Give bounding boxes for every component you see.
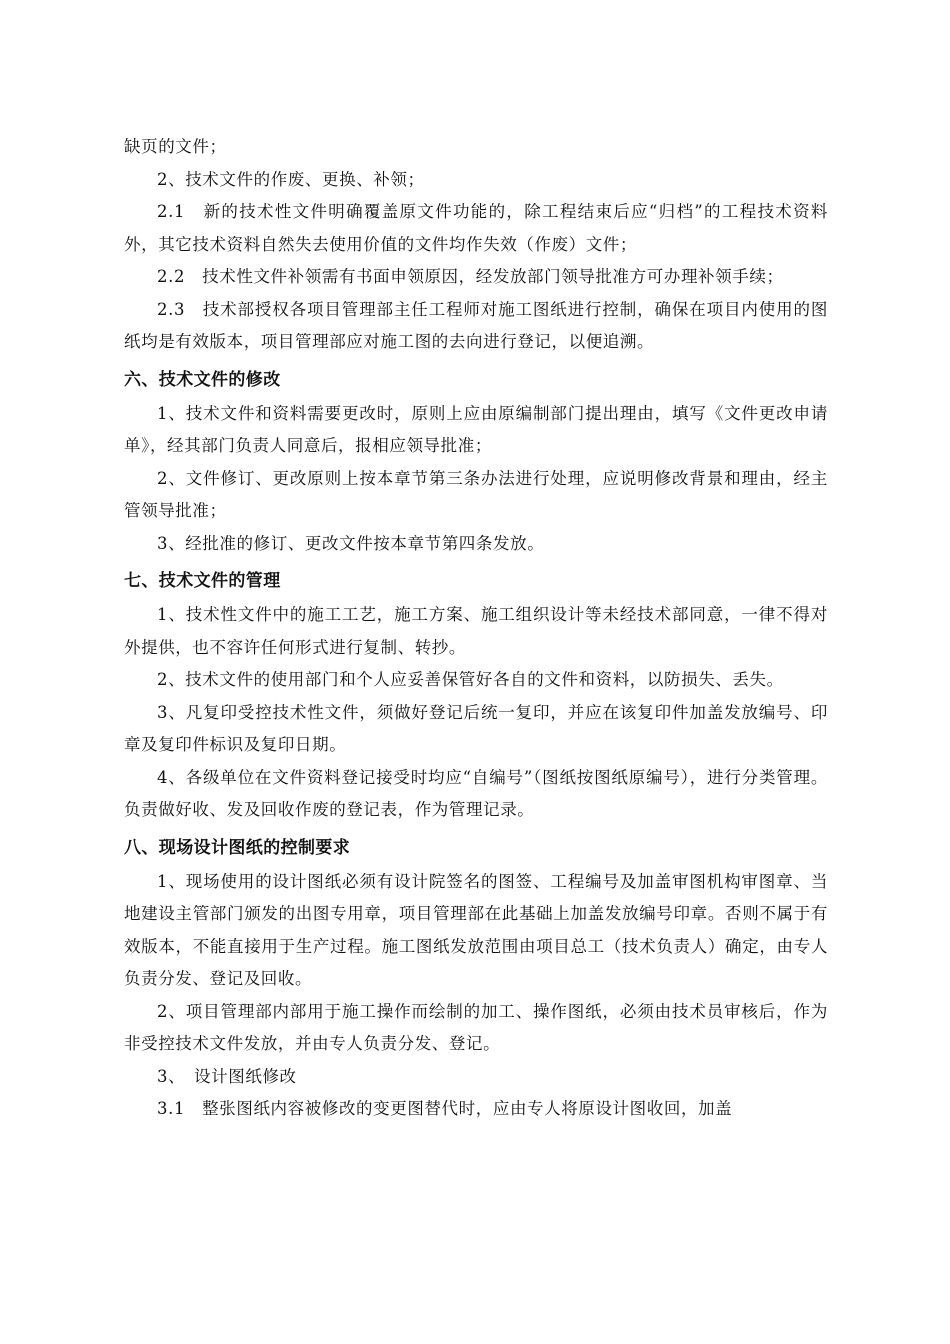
document-body [124, 131, 828, 1126]
paragraph-item-2: 2、技术文件的作废、更换、补领； [157, 169, 425, 189]
paragraph-7-1: 1、技术性文件中的施工工艺，施工方案、施工组织设计等未经技术部同意，一律不得对外提供，也不容许任何形式进行复制、转抄。 [124, 605, 828, 657]
paragraph-6-1: 1、技术文件和资料需要更改时，原则上应由原编制部门提出理由，填写《文件更改申请单》，经其部门负责人同意后，报相应领导批准； [124, 403, 828, 455]
paragraph-6-2: 2、文件修订、更改原则上按本章节第三条办法进行处理，应说明修改背景和理由，经主管领导批准； [124, 468, 828, 520]
paragraph-8-3-1: 3.1 整张图纸内容被修改的变更图替代时，应由专人将原设计图收回，加盖 [157, 1099, 733, 1118]
paragraph-6-3: 3、经批准的修订、更改文件按本章节第四条发放。 [157, 533, 545, 553]
paragraph-8-2: 2、项目管理部内部用于施工操作而绘制的加工、操作图纸，必须由技术员审核后，作为非受控技术文件发放，并由专人负责分发、登记。 [124, 1001, 828, 1053]
paragraph-item-2-1: 2.1 新的技术性文件明确覆盖原文件功能的，除工程结束后应“归档”的工程技术资料外，其它技术资料自然失去使用价值的文件均作失效（作废）文件； [124, 202, 828, 254]
paragraph-missing-pages: 缺页的文件； [124, 137, 227, 156]
section-heading-8: 八、现场设计图纸的控制要求 [124, 837, 351, 858]
paragraph-8-3: 3、 设计图纸修改 [157, 1066, 297, 1086]
section-heading-6: 六、技术文件的修改 [124, 369, 281, 390]
paragraph-7-2: 2、技术文件的使用部门和个人应妥善保管好各自的文件和资料，以防损失、丢失。 [157, 670, 784, 689]
paragraph-item-2-2: 2.2 技术性文件补领需有书面申领原因，经发放部门领导批准方可办理补领手续； [157, 267, 784, 286]
section-heading-7: 七、技术文件的管理 [124, 571, 281, 591]
paragraph-item-2-3: 2.3 技术部授权各项目管理部主任工程师对施工图纸进行控制，确保在项目内使用的图纸均是有效版本，项目管理部应对施工图的去向进行登记，以便追溯。 [124, 299, 828, 351]
paragraph-7-4: 4、各级单位在文件资料登记接受时均应“自编号”（图纸按图纸原编号），进行分类管理。负责做好收、发及回收作废的登记表，作为管理记录。 [124, 767, 828, 819]
paragraph-7-3: 3、凡复印受控技术性文件，须做好登记后统一复印，并应在该复印件加盖发放编号、印章及复印件标识及复印日期。 [124, 702, 828, 754]
paragraph-8-1: 1、现场使用的设计图纸必须有设计院签名的图签、工程编号及加盖审图机构审图章、当地建设主管部门颁发的出图专用章，项目管理部在此基础上加盖发放编号印章。否则不属于有效版本，不能直接用于生产过程。施工图纸发放范围由项目总工（技术负责人）确定，由专人负责分发、登记及回收。 [124, 871, 828, 988]
